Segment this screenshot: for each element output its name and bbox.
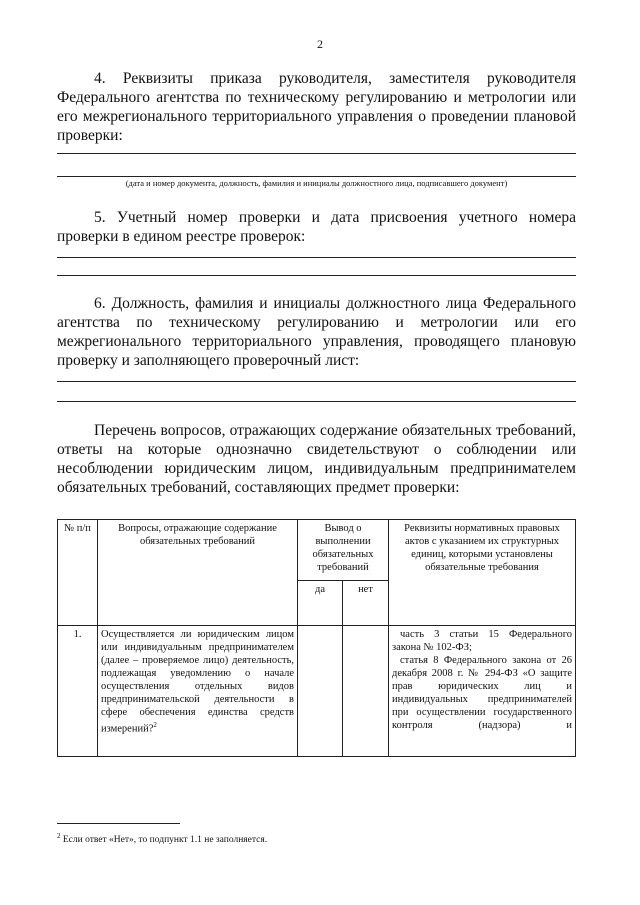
table-row: [58, 626, 576, 757]
section-4-caption: (дата и номер документа, должность, фамилия и инициалы должностного лица, подписавшего документ): [125, 178, 508, 188]
section-6-fill-line-2: [57, 401, 576, 402]
page-number: 2: [317, 37, 323, 51]
section-4-fill-line-2: [57, 176, 576, 177]
requirements-table: [57, 519, 576, 757]
answer-no-cell[interactable]: [343, 626, 389, 757]
section-5-fill-line-2: [57, 275, 576, 276]
section-5-text: 5. Учетный номер проверки и дата присвоения учетного номера проверки в едином реестре проверок:: [57, 209, 576, 245]
header-no: нет: [343, 581, 389, 626]
header-requisites: Реквизиты нормативных правовых актов с указанием их структурных единиц, которыми установлены обязательные требования: [389, 520, 576, 626]
requisites-item-2: статья 8 Федерального закона от 26 декабря 2008 г. № 294-ФЗ «О защите прав юридических лиц и индивидуальных предпринимателей при осуществлении государственного контроля (надзора) и: [392, 655, 572, 731]
section-5-fill-line-1: [57, 257, 576, 258]
header-yes: да: [298, 581, 343, 626]
row-requisites: [389, 626, 576, 757]
section-6-fill-line-1: [57, 381, 576, 382]
requisites-item-1: часть 3 статьи 15 Федерального закона № 102-ФЗ;: [392, 629, 572, 653]
header-conclusion: Вывод о выполнении обязательных требований: [298, 520, 389, 581]
section-4-text: 4. Реквизиты приказа руководителя, заместителя руководителя Федерального агентства по техническому регулированию и метрологии или его межрегионального территориального управления о проведении плановой проверки:: [57, 70, 576, 144]
answer-yes-cell[interactable]: [298, 626, 343, 757]
checklist-intro: Перечень вопросов, отражающих содержание обязательных требований, ответы на которые однозначно свидетельствуют о соблюдении или несоблюдении юридическим лицом, индивидуальным предпринимателем обязательных требований, составляющих предмет проверки:: [57, 422, 576, 496]
section-6-text: 6. Должность, фамилия и инициалы должностного лица Федерального агентства по техническому регулированию и метрологии или его межрегионального территориального управления, проводящего плановую проверку и заполняющего проверочный лист:: [57, 295, 576, 369]
footnote-separator: [57, 823, 180, 824]
table-header-row: [58, 520, 576, 581]
footnote-ref: 2: [153, 721, 157, 729]
section-4-fill-line-1: [57, 153, 576, 154]
row-question: Осуществляется ли юридическим лицом или индивидуальным предпринимателем (далее – проверяемое лицо) деятельность, подлежащая уведомлению о начале осуществления отдельных видов предпринимательской деятельности в сфере обеспечения единства средств измерений?$^2$: [98, 626, 298, 757]
row-number: 1.: [58, 626, 98, 757]
header-questions: Вопросы, отражающие содержание обязательных требований: [98, 520, 298, 626]
footnote: $^2$ Если ответ «Нет», то подпункт 1.1 не заполняется.: [57, 832, 268, 846]
header-number: № п/п: [58, 520, 98, 626]
